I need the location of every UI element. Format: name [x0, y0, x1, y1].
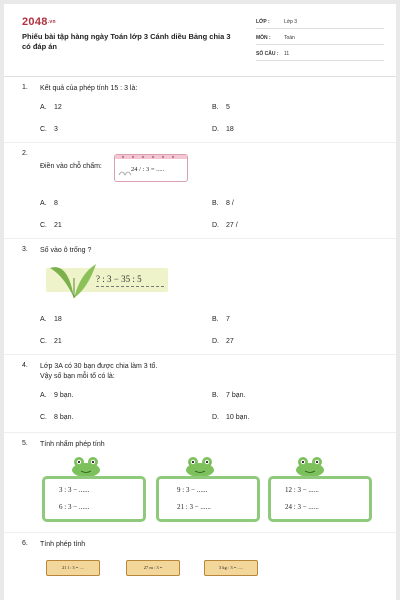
question-number: 1. — [22, 84, 28, 91]
option-c[interactable]: C. 21 — [40, 222, 62, 229]
question-number: 5. — [22, 440, 28, 447]
expression: 24 : 3 − ...... — [285, 503, 319, 511]
meta-class: LỚP : Lớp 3 — [256, 18, 384, 29]
option-a[interactable]: A. 18 — [40, 316, 62, 323]
option-c[interactable]: C. 8 bạn. — [40, 414, 74, 421]
frog-icon — [294, 456, 326, 476]
question-number: 2. — [22, 150, 28, 157]
leaf-expression: ? : 3 − 35 : 5 — [96, 274, 142, 284]
expression: 12 : 3 − ...... — [285, 486, 319, 494]
question-text-line-2: Vậy số bạn mỗi tổ có là: — [40, 373, 115, 380]
dashed-line — [96, 286, 164, 287]
option-a[interactable]: A. 9 bạn. — [40, 392, 74, 399]
divider — [4, 532, 396, 533]
divider — [4, 432, 396, 433]
option-a[interactable]: A. 8 — [40, 200, 58, 207]
frog-icon — [70, 456, 102, 476]
note-expression: 24 / : 3 = ..... — [131, 166, 165, 173]
question-number: 6. — [22, 540, 28, 547]
expression: 9 : 3 − ...... — [177, 486, 208, 494]
option-d[interactable]: D. 27 — [212, 338, 234, 345]
question-text: Tính phép tính — [40, 541, 86, 548]
question-text: Số vào ô trống ? — [40, 247, 92, 254]
meta-subject: MÔN : Toán — [256, 34, 384, 45]
option-d[interactable]: D. 27 / — [212, 222, 238, 229]
expression: 6 : 3 − ...... — [59, 503, 90, 511]
question-text: Lớp 3A có 30 bạn được chia làm 3 tổ. — [40, 363, 158, 370]
expression-tag: 3 kg : 3 = ..... — [204, 560, 258, 576]
divider — [4, 142, 396, 143]
header-divider — [4, 76, 396, 77]
question-text: Kết quả của phép tính 15 : 3 là: — [40, 85, 138, 92]
option-c[interactable]: C. 21 — [40, 338, 62, 345]
option-d[interactable]: D. 10 bạn. — [212, 414, 250, 421]
option-b[interactable]: B. 7 bạn. — [212, 392, 246, 399]
divider — [4, 354, 396, 355]
expression-tag: 21 l : 3 = .... — [46, 560, 100, 576]
page-title: Phiếu bài tập hàng ngày Toán lớp 3 Cánh diều Bảng chia 3 có đáp án — [22, 32, 231, 51]
option-b[interactable]: B. 5 — [212, 104, 230, 111]
expression: 21 : 3 − ...... — [177, 503, 211, 511]
question-number: 4. — [22, 362, 28, 369]
question-text: Điền vào chỗ chấm: — [40, 163, 102, 170]
expression-frame — [156, 476, 260, 522]
option-b[interactable]: B. 7 — [212, 316, 230, 323]
option-b[interactable]: B. 8 / — [212, 200, 234, 207]
question-number: 3. — [22, 246, 28, 253]
meta-question-count: SỐ CÂU : 11 — [256, 50, 384, 61]
expression: 3 : 3 − ...... — [59, 486, 90, 494]
leaf-illustration — [40, 258, 170, 300]
divider — [4, 238, 396, 239]
expression-tag: 27 m : 3 = — [126, 560, 180, 576]
logo: 2048.vn — [22, 16, 56, 28]
expression-frame — [268, 476, 372, 522]
expression-frame — [42, 476, 146, 522]
question-text: Tính nhẩm phép tính — [40, 441, 105, 448]
header — [4, 4, 396, 74]
option-c[interactable]: C. 3 — [40, 126, 58, 133]
note-card — [114, 154, 188, 182]
frog-icon — [184, 456, 216, 476]
option-a[interactable]: A. 12 — [40, 104, 62, 111]
worksheet-page — [4, 4, 396, 600]
option-d[interactable]: D. 18 — [212, 126, 234, 133]
